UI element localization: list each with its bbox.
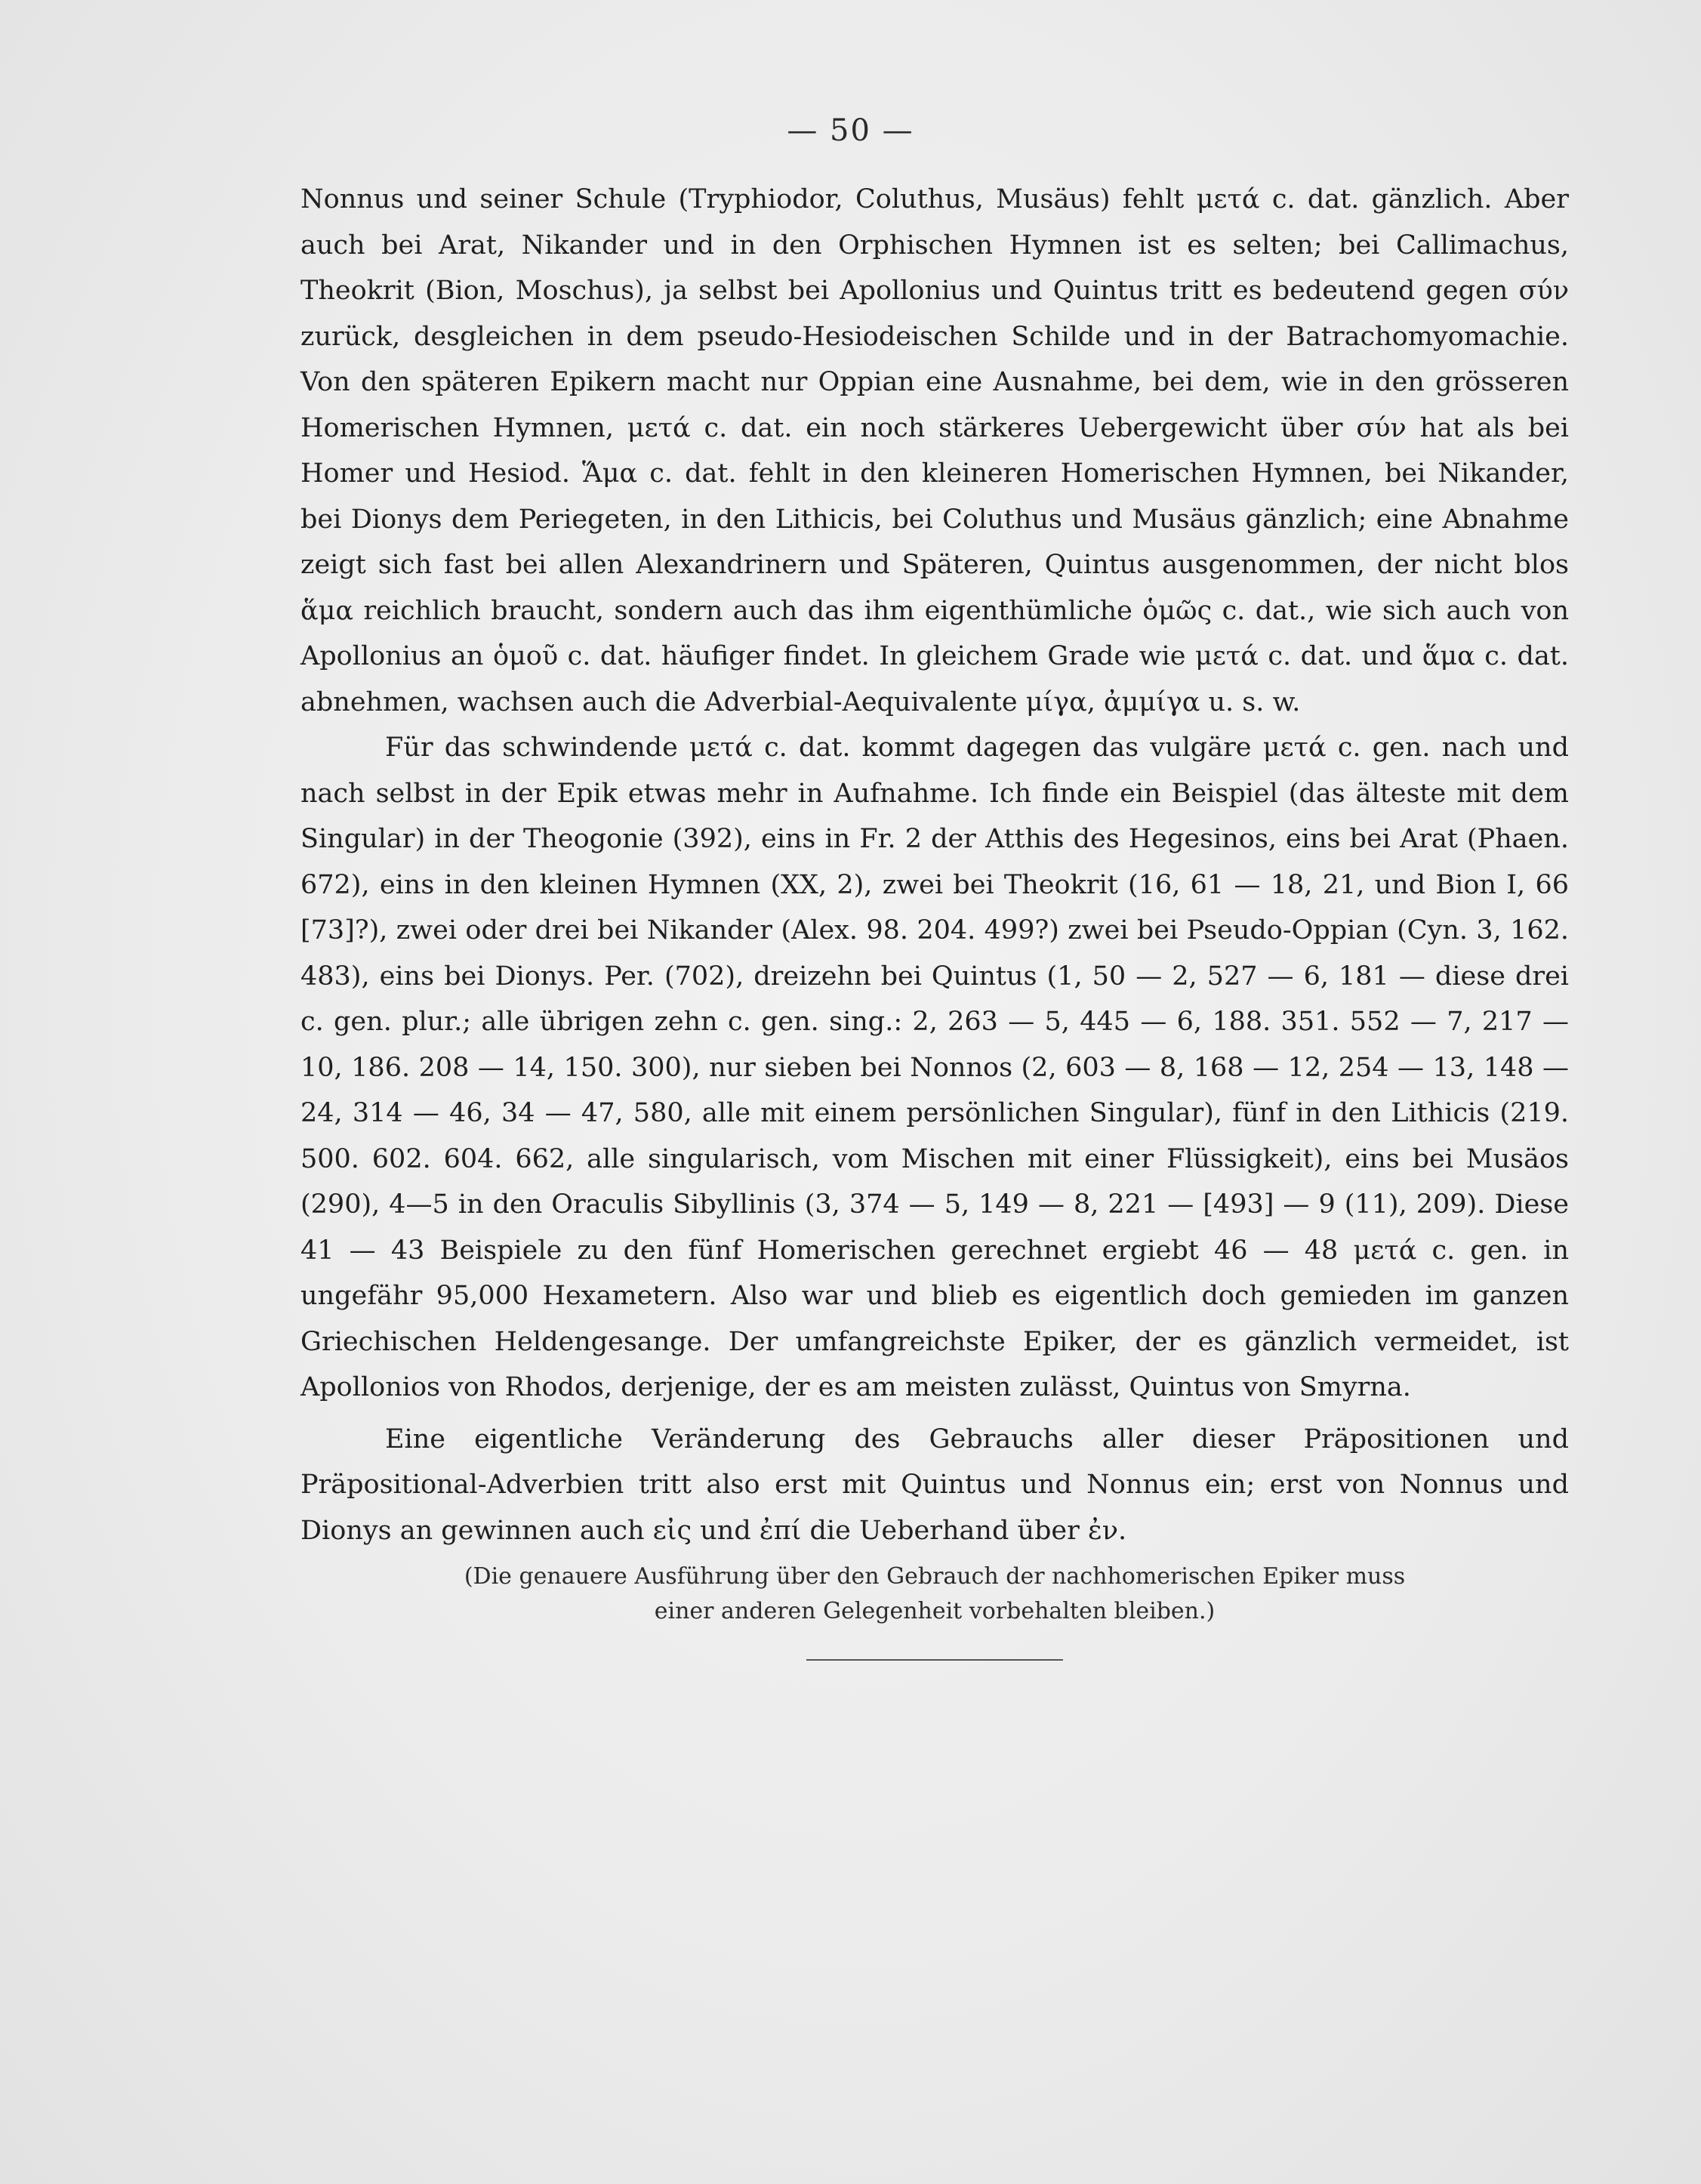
closing-note-line-2: einer anderen Gelegenheit vorbehalten bleiben.) xyxy=(654,1598,1216,1624)
paragraph-2: Für das schwindende μετά c. dat. kommt dagegen das vulgäre μετά c. gen. nach und nach selbst in der Epik etwas mehr in Aufnahme. Ich finde ein Beispiel (das älteste mit dem Singular) in der Theogonie (392), eins in Fr. 2 der Atthis des Hegesinos, eins bei Arat (Phaen. 672), eins in den kleinen Hymnen (XX, 2), zwei bei Theokrit (16, 61 — 18, 21, und Bion I, 66 [73]?), zwei oder drei bei Nikander (Alex. 98. 204. 499?) zwei bei Pseudo-Oppian (Cyn. 3, 162. 483), eins bei Dionys. Per. (702), dreizehn bei Quintus (1, 50 — 2, 527 — 6, 181 — diese drei c. gen. plur.; alle übrigen zehn c. gen. sing.: 2, 263 — 5, 445 — 6, 188. 351. 552 — 7, 217 — 10, 186. 208 — 14, 150. 300), nur sieben bei Nonnos (2, 603 — 8, 168 — 12, 254 — 13, 148 — 24, 314 — 46, 34 — 47, 580, alle mit einem persönlichen Singular), fünf in den Lithicis (219. 500. 602. 604. 662, alle singularisch, vom Mischen mit einer Flüssigkeit), eins bei Musäos (290), 4—5 in den Oraculis Sibyllinis (3, 374 — 5, 149 — 8, 221 — [493] — 9 (11), 209). Diese 41 — 43 Beispiele zu den fünf Homerischen gerechnet ergiebt 46 — 48 μετά c. gen. in ungefähr 95,000 Hexametern. Also war und blieb es eigentlich doch gemieden im ganzen Griechischen Heldengesange. Der umfangreichste Epiker, der es gänzlich vermeidet, ist Apollonios von Rhodos, derjenige, der es am meisten zulässt, Quintus von Smyrna. xyxy=(300,733,1569,1402)
page-number: — 50 — xyxy=(787,113,914,148)
closing-note xyxy=(300,1559,1569,1629)
end-rule xyxy=(806,1659,1063,1661)
closing-note-line-1: (Die genauere Ausführung über den Gebrauch der nachhomerischen Epiker muss xyxy=(464,1563,1406,1590)
paragraph-1: Nonnus und seiner Schule (Tryphiodor, Coluthus, Musäus) fehlt μετά c. dat. gänzlich. Aber auch bei Arat, Nikander und in den Orphischen Hymnen ist es selten; bei Callimachus, Theokrit (Bion, Moschus), ja selbst bei Apollonius und Quintus tritt es bedeutend gegen σύν zurück, desgleichen in dem pseudo-Hesiodeischen Schilde und in der Batrachomyomachie. Von den späteren Epikern macht nur Oppian eine Ausnahme, bei dem, wie in den grösseren Homerischen Hymnen, μετά c. dat. ein noch stärkeres Uebergewicht über σύν hat als bei Homer und Hesiod. Ἅμα c. dat. fehlt in den kleineren Homerischen Hymnen, bei Nikander, bei Dionys dem Periegeten, in den Lithicis, bei Coluthus und Musäus gänzlich; eine Abnahme zeigt sich fast bei allen Alexandrinern und Späteren, Quintus ausgenommen, der nicht blos ἅμα reichlich braucht, sondern auch das ihm eigenthümliche ὁμῶς c. dat., wie sich auch von Apollonius an ὁμοῦ c. dat. häufiger findet. In gleichem Grade wie μετά c. dat. und ἅμα c. dat. abnehmen, wachsen auch die Adverbial-Aequivalente μίγα, ἀμμίγα u. s. w. xyxy=(300,184,1569,717)
paragraph-3: Eine eigentliche Veränderung des Gebrauchs aller dieser Präpositionen und Präpositional-Adverbien tritt also erst mit Quintus und Nonnus ein; erst von Nonnus und Dionys an gewinnen auch εἰς und ἐπί die Ueberhand über ἐν. xyxy=(300,1424,1569,1546)
body-text xyxy=(300,177,1569,1661)
